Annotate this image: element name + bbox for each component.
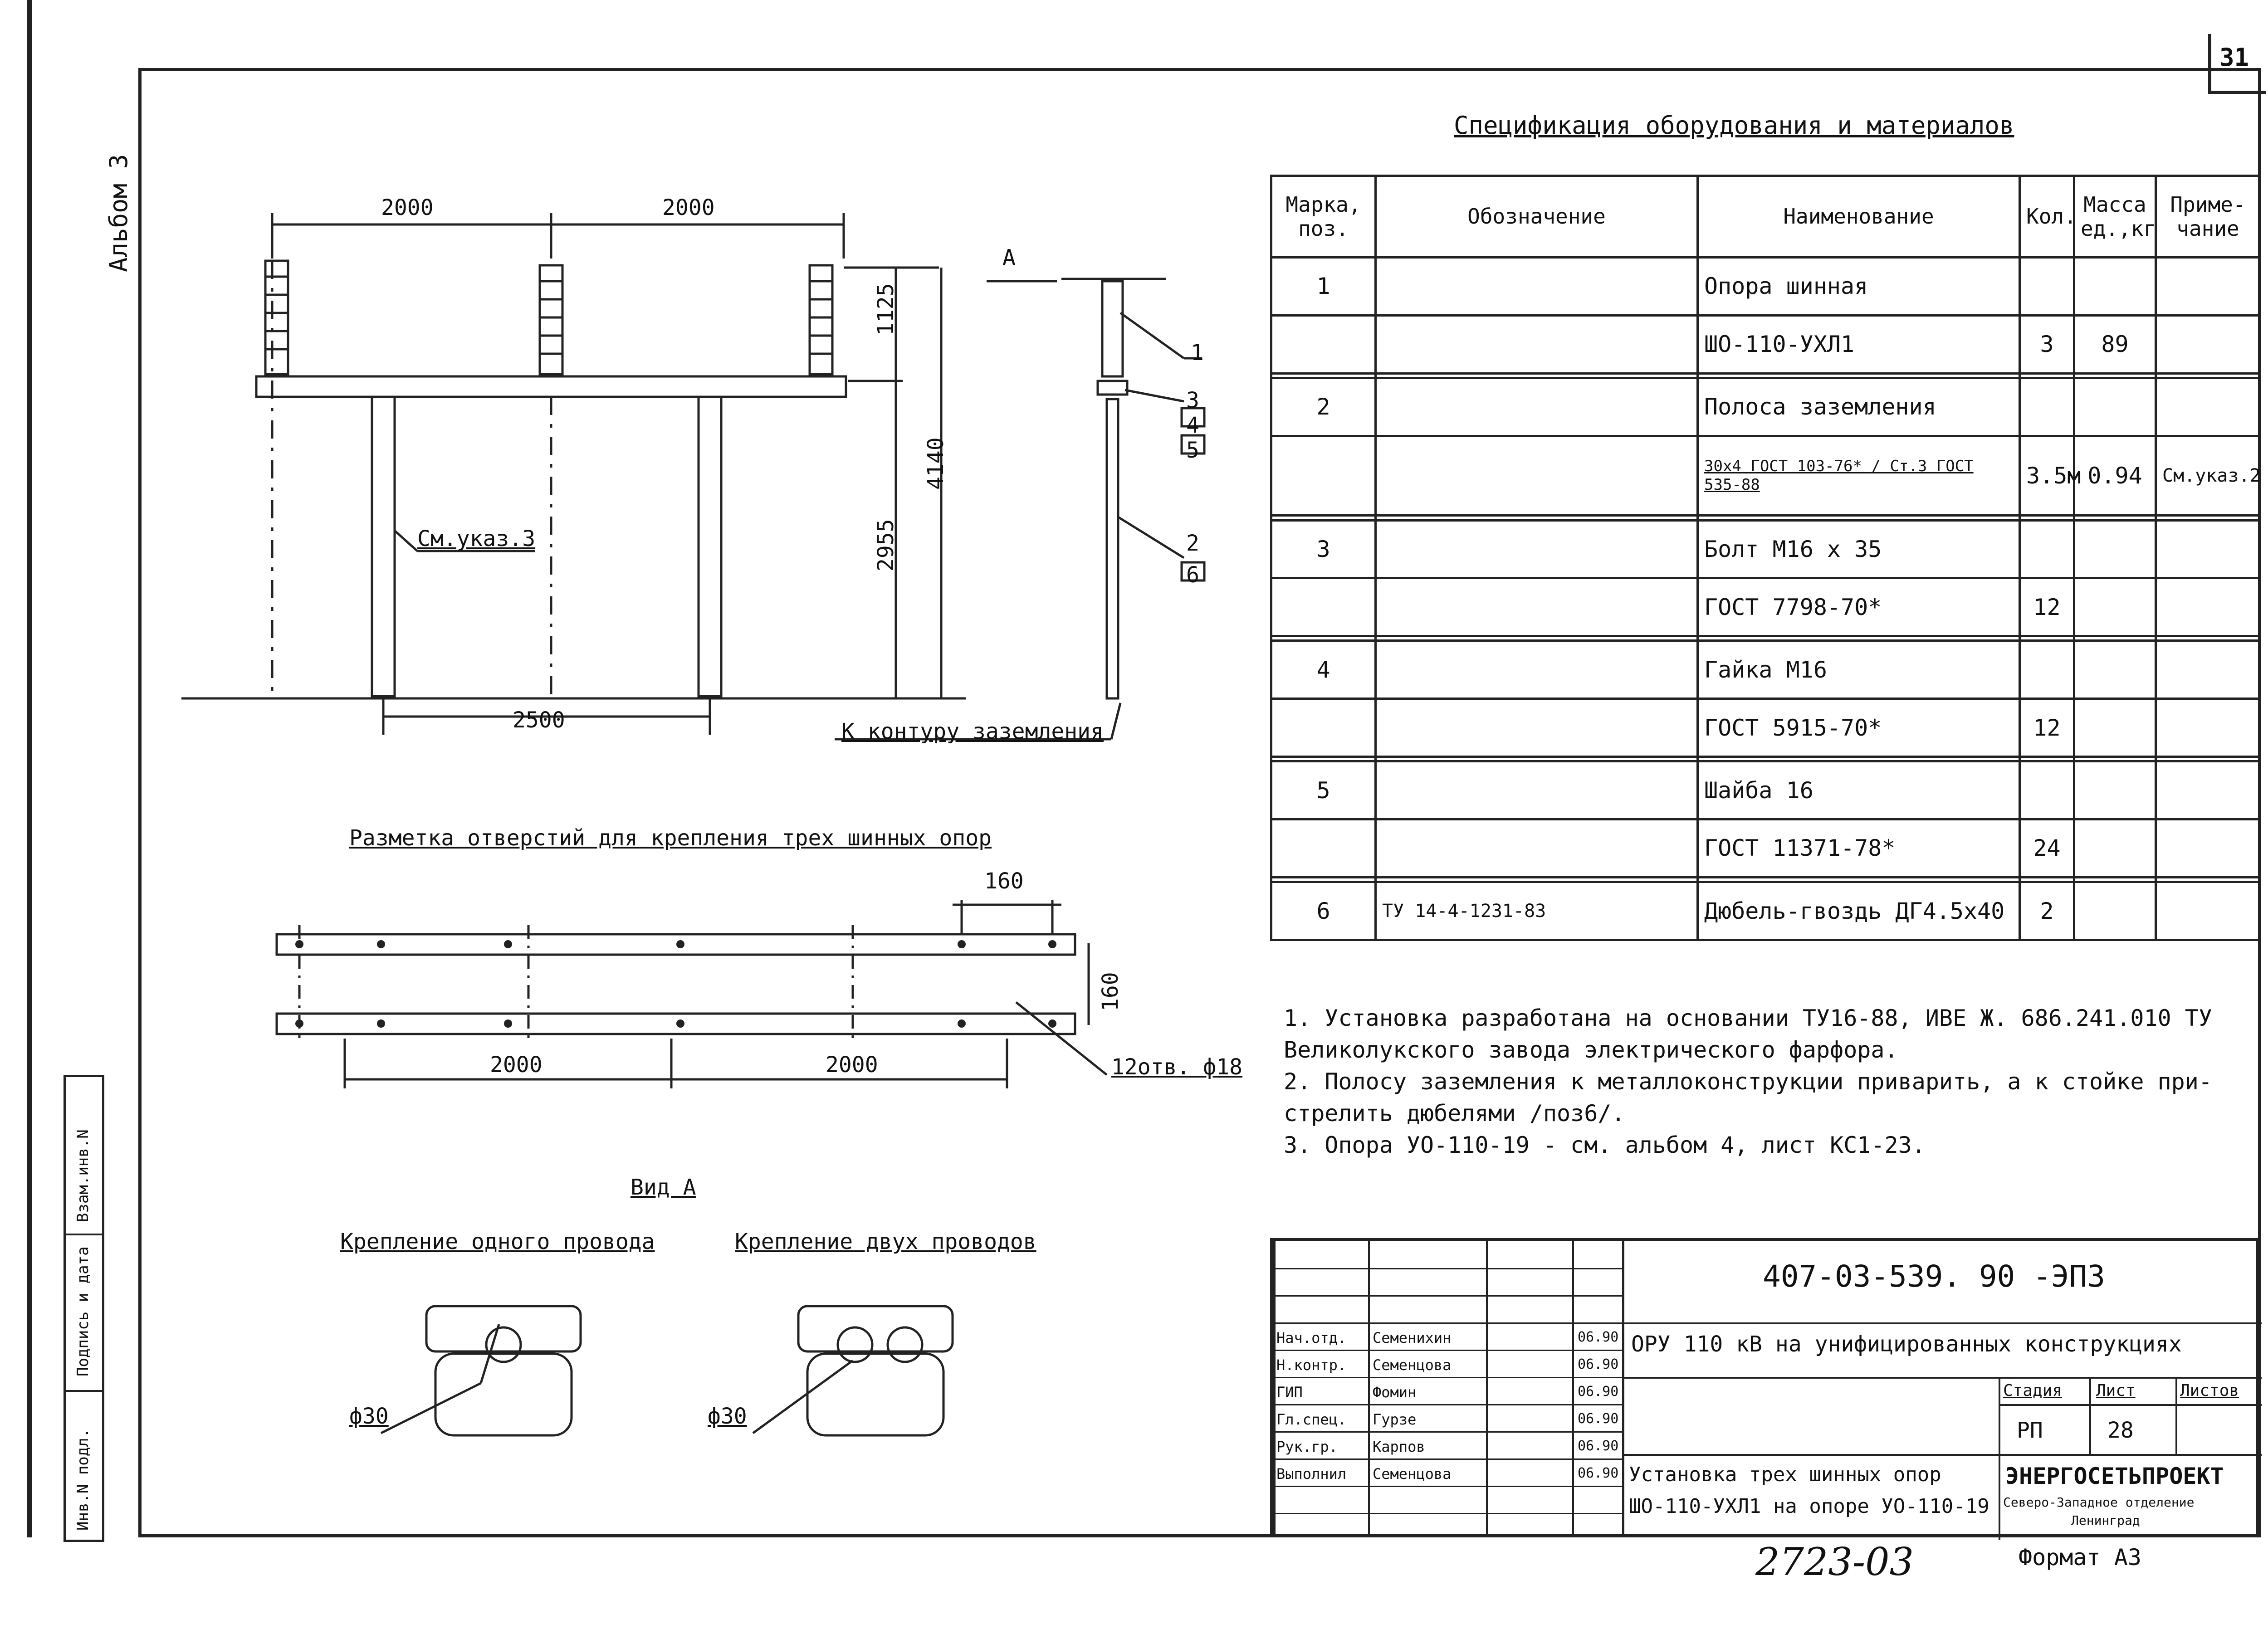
signer-role: Рук.гр. (1276, 1438, 1338, 1455)
spec-cell-note (2156, 373, 2260, 378)
note-line: 1. Установка разработана на основании ТУ16-88, ИВЕ Ж. 686.241.010 ТУ (1284, 1005, 2212, 1031)
spec-cell-name: ГОСТ 11371-78* (1698, 819, 2020, 878)
callout-4: 4 (1186, 413, 1199, 438)
spec-cell-mark: 4 (1271, 641, 1376, 699)
spec-cell-qty (2020, 373, 2074, 378)
signer-date: 06.90 (1578, 1329, 1619, 1345)
dim-top-left: 2000 (381, 195, 434, 220)
spec-cell-designation (1376, 641, 1698, 699)
spec-cell-mark (1271, 436, 1376, 516)
spec-row (1271, 877, 2260, 882)
holes-dim-left: 2000 (490, 1052, 543, 1078)
spec-cell-note (2156, 641, 2260, 699)
signer-role: Нач.отд. (1276, 1329, 1347, 1346)
project-title: ОРУ 110 кВ на унифицированных конструкциях (1631, 1332, 2182, 1357)
holes-dim-side: 160 (1098, 972, 1123, 1011)
spec-cell-mass (2074, 578, 2156, 636)
signer-name: Семенихин (1373, 1329, 1452, 1346)
col-header-designation: Обозначение (1376, 176, 1698, 258)
spec-cell-qty (2020, 258, 2074, 316)
spec-cell-name (1698, 636, 2020, 641)
dim-height-top: 1125 (873, 283, 899, 336)
spec-cell-note (2156, 699, 2260, 757)
col-header-qty: Кол. (2020, 176, 2074, 258)
spec-cell-designation (1376, 258, 1698, 316)
sheets-label: Листов (2180, 1381, 2239, 1400)
spec-cell-mass (2074, 378, 2156, 436)
dia-left: ф30 (349, 1404, 389, 1429)
spec-cell-mass (2074, 520, 2156, 578)
spec-row (1271, 315, 2260, 373)
spec-cell-mass (2074, 877, 2156, 882)
callout-5: 5 (1186, 438, 1199, 463)
sheet-value: 28 (2107, 1418, 2134, 1443)
spec-cell-designation (1376, 699, 1698, 757)
col-header-mass: Масса ед.,кг (2074, 176, 2156, 258)
stamp-sign-label: Подпись и дата (74, 1246, 92, 1376)
spec-cell-note (2156, 258, 2260, 316)
spec-cell-mass (2074, 761, 2156, 819)
signer-role: Выполнил (1276, 1465, 1347, 1483)
spec-row (1271, 819, 2260, 878)
note-reference: См.указ.3 (417, 526, 536, 551)
spec-cell-designation: ТУ 14-4-1231-83 (1376, 882, 1698, 940)
spec-cell-mass (2074, 636, 2156, 641)
spec-cell-qty: 12 (2020, 699, 2074, 757)
spec-cell-mark (1271, 699, 1376, 757)
page-number: 31 (2219, 43, 2249, 72)
signer-name: Гурзе (1373, 1411, 1417, 1428)
spec-cell-name: Опора шинная (1698, 258, 2020, 316)
dim-base: 2500 (513, 707, 565, 733)
spec-cell-qty (2020, 761, 2074, 819)
spec-cell-note (2156, 315, 2260, 373)
view-left-title: Крепление одного провода (340, 1229, 655, 1254)
spec-cell-note (2156, 882, 2260, 940)
spec-cell-designation (1376, 761, 1698, 819)
signer-name: Семенцова (1373, 1356, 1452, 1374)
spec-row (1271, 436, 2260, 516)
spec-cell-mark: 3 (1271, 520, 1376, 578)
spec-row (1271, 258, 2260, 316)
sheet-title-2: ШО-110-УХЛ1 на опоре УО-110-19 (1629, 1495, 1989, 1518)
spec-cell-mark (1271, 636, 1376, 641)
doc-code: 407-03-539. 90 -ЭП3 (1763, 1259, 2105, 1294)
holes-note: 12отв. ф18 (1111, 1054, 1242, 1080)
spec-cell-qty: 2 (2020, 882, 2074, 940)
spec-cell-designation (1376, 757, 1698, 761)
spec-cell-name: Гайка М16 (1698, 641, 2020, 699)
spec-cell-mark (1271, 877, 1376, 882)
spec-table (1270, 175, 2261, 941)
spec-cell-mark (1271, 757, 1376, 761)
spec-cell-mark: 1 (1271, 258, 1376, 316)
spec-cell-name (1698, 877, 2020, 882)
spec-cell-designation (1376, 819, 1698, 878)
spec-title: Спецификация оборудования и материалов (1454, 111, 2014, 140)
spec-cell-name: 30х4 ГОСТ 103-76* / Ст.3 ГОСТ 535-88 (1698, 436, 2020, 516)
spec-cell-name (1698, 757, 2020, 761)
spec-row (1271, 882, 2260, 940)
signer-role: Гл.спец. (1276, 1411, 1347, 1428)
handwritten-number: 2723-03 (1755, 1540, 1914, 1584)
ground-label: К контуру заземления (841, 719, 1104, 744)
spec-cell-name: Дюбель-гвоздь ДГ4.5х40 (1698, 882, 2020, 940)
spec-row (1271, 516, 2260, 520)
title-block (1270, 1238, 2259, 1537)
signer-name: Фомин (1373, 1384, 1417, 1401)
spec-cell-qty: 3 (2020, 315, 2074, 373)
spec-row (1271, 761, 2260, 819)
spec-row (1271, 636, 2260, 641)
spec-cell-qty: 24 (2020, 819, 2074, 878)
spec-row (1271, 520, 2260, 578)
spec-row (1271, 641, 2260, 699)
spec-cell-name (1698, 516, 2020, 520)
spec-cell-designation (1376, 373, 1698, 378)
signer-date: 06.90 (1578, 1411, 1619, 1427)
spec-cell-note (2156, 520, 2260, 578)
section-mark: А (1002, 245, 1016, 270)
spec-cell-mass: 0.94 (2074, 436, 2156, 516)
spec-cell-designation (1376, 516, 1698, 520)
spec-cell-mass: 89 (2074, 315, 2156, 373)
dim-height-bottom: 2955 (873, 519, 899, 571)
format-label: Формат А3 (2019, 1544, 2141, 1571)
spec-cell-qty: 12 (2020, 578, 2074, 636)
dim-height-total: 4140 (923, 437, 948, 490)
org-name: ЭНЕРГОСЕТЬПРОЕКТ (2005, 1463, 2224, 1489)
spec-cell-name: ГОСТ 5915-70* (1698, 699, 2020, 757)
signer-name: Семенцова (1373, 1465, 1452, 1483)
view-title: Вид А (631, 1175, 696, 1200)
spec-row (1271, 699, 2260, 757)
spec-cell-designation (1376, 436, 1698, 516)
spec-body (1271, 258, 2260, 940)
spec-cell-name: ШО-110-УХЛ1 (1698, 315, 2020, 373)
spec-cell-mass (2074, 373, 2156, 378)
spec-cell-name (1698, 373, 2020, 378)
spec-cell-mass (2074, 516, 2156, 520)
spec-cell-note: См.указ.2 (2156, 436, 2260, 516)
spec-cell-note (2156, 516, 2260, 520)
spec-cell-note (2156, 761, 2260, 819)
spec-cell-designation (1376, 520, 1698, 578)
signer-role: ГИП (1276, 1384, 1303, 1401)
spec-cell-mark (1271, 516, 1376, 520)
spec-cell-note (2156, 877, 2260, 882)
spec-cell-mass (2074, 258, 2156, 316)
stamp-inv-label: Инв.N подл. (74, 1428, 92, 1531)
stage-value: РП (2017, 1418, 2043, 1443)
view-right-title: Крепление двух проводов (735, 1229, 1036, 1254)
spec-cell-mass (2074, 882, 2156, 940)
col-header-name: Наименование (1698, 176, 2020, 258)
note-line: Великолукского завода электрического фарфора. (1284, 1037, 1898, 1063)
spec-cell-mark: 5 (1271, 761, 1376, 819)
spec-cell-mass (2074, 819, 2156, 878)
note-line: 2. Полосу заземления к металлоконструкции приварить, а к стойке при- (1284, 1068, 2212, 1095)
spec-cell-name: ГОСТ 7798-70* (1698, 578, 2020, 636)
spec-cell-designation (1376, 578, 1698, 636)
spec-cell-mark: 6 (1271, 882, 1376, 940)
sheet-title-1: Установка трех шинных опор (1629, 1463, 1941, 1486)
spec-cell-mark (1271, 578, 1376, 636)
callout-2: 2 (1186, 531, 1199, 556)
note-line: стрелить дюбелями /поз6/. (1284, 1100, 1625, 1127)
signer-date: 06.90 (1578, 1384, 1619, 1400)
stamp-replace-label: Взам.инв.N (74, 1129, 92, 1222)
spec-cell-designation (1376, 636, 1698, 641)
spec-cell-qty (2020, 636, 2074, 641)
stage-label: Стадия (2003, 1381, 2063, 1400)
spec-cell-qty (2020, 757, 2074, 761)
spec-row (1271, 578, 2260, 636)
spec-row (1271, 378, 2260, 436)
dim-top-right: 2000 (662, 195, 715, 220)
callout-6: 6 (1186, 562, 1199, 588)
spec-row (1271, 373, 2260, 378)
spec-cell-qty (2020, 520, 2074, 578)
spec-cell-designation (1376, 877, 1698, 882)
spec-cell-name: Полоса заземления (1698, 378, 2020, 436)
spec-cell-mass (2074, 757, 2156, 761)
holes-dim-top: 160 (984, 868, 1024, 894)
callout-1: 1 (1191, 340, 1204, 366)
album-label: Альбом 3 (104, 154, 133, 272)
signer-date: 06.90 (1578, 1356, 1619, 1372)
spec-cell-note (2156, 378, 2260, 436)
spec-cell-name: Шайба 16 (1698, 761, 2020, 819)
sheet-label: Лист (2096, 1381, 2136, 1400)
note-line: 3. Опора УО-110-19 - см. альбом 4, лист КС1-23. (1284, 1132, 1926, 1158)
signer-date: 06.90 (1578, 1465, 1619, 1481)
spec-cell-mark (1271, 315, 1376, 373)
spec-cell-qty: 3.5м (2020, 436, 2074, 516)
signer-role: Н.контр. (1276, 1356, 1347, 1374)
spec-cell-mark (1271, 819, 1376, 878)
spec-cell-mark (1271, 373, 1376, 378)
spec-cell-note (2156, 636, 2260, 641)
spec-cell-mass (2074, 641, 2156, 699)
spec-cell-name: Болт М16 х 35 (1698, 520, 2020, 578)
holes-title: Разметка отверстий для крепления трех шинных опор (349, 825, 992, 851)
org-city: Ленинград (2071, 1513, 2140, 1528)
spec-cell-qty (2020, 641, 2074, 699)
spec-cell-mass (2074, 699, 2156, 757)
col-header-note: Приме- чание (2156, 176, 2260, 258)
spec-cell-qty (2020, 877, 2074, 882)
callout-3: 3 (1186, 388, 1199, 413)
spec-cell-designation (1376, 378, 1698, 436)
spec-cell-designation (1376, 315, 1698, 373)
spec-cell-qty (2020, 378, 2074, 436)
holes-dim-right: 2000 (826, 1052, 878, 1078)
notes (1284, 1002, 2212, 1161)
spec-row (1271, 757, 2260, 761)
dia-right: ф30 (708, 1404, 747, 1429)
spec-cell-mark: 2 (1271, 378, 1376, 436)
signer-date: 06.90 (1578, 1438, 1619, 1454)
org-branch: Северо-Западное отделение (2003, 1495, 2195, 1510)
spec-cell-note (2156, 819, 2260, 878)
spec-cell-note (2156, 757, 2260, 761)
signer-name: Карпов (1373, 1438, 1425, 1455)
spec-cell-qty (2020, 516, 2074, 520)
col-header-mark: Марка, поз. (1271, 176, 1376, 258)
spec-cell-note (2156, 578, 2260, 636)
